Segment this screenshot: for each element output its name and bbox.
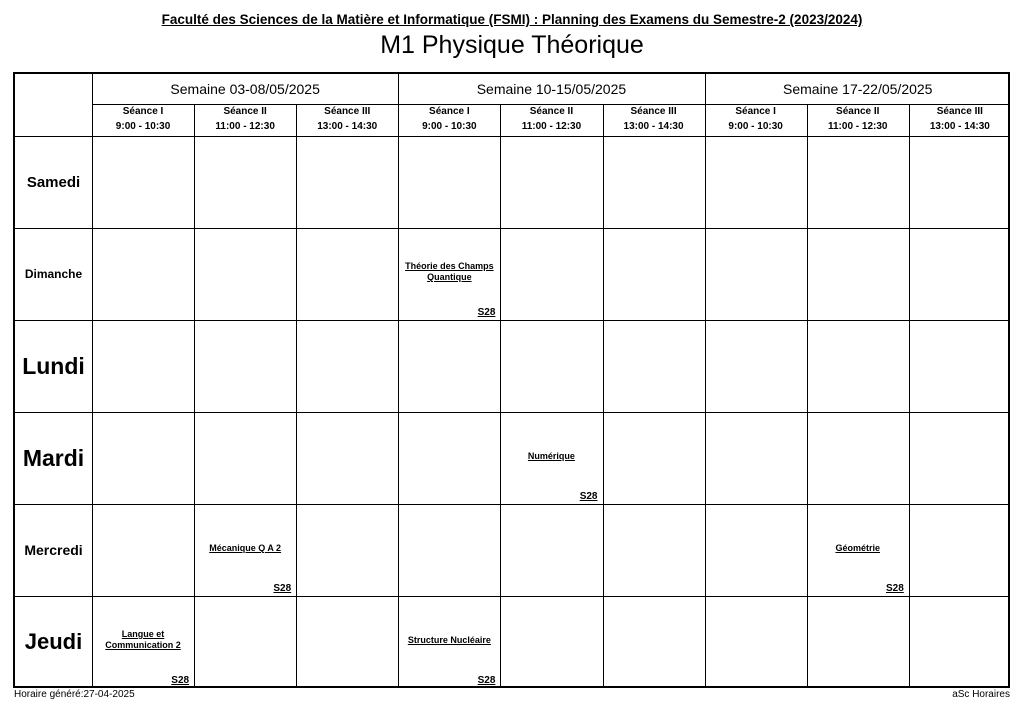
slot-time: 11:00 - 12:30 — [521, 121, 582, 132]
slot-name: Séance I — [429, 106, 470, 117]
slot-header — [500, 104, 602, 136]
day-label: Mardi — [22, 444, 85, 471]
slot-time: 13:00 - 14:30 — [317, 121, 378, 132]
exam-subject: Numérique — [527, 451, 575, 461]
slot-time: 13:00 - 14:30 — [929, 121, 990, 132]
exam-room: S28 — [885, 583, 904, 594]
exam-subject: Langue et Communication 2 — [105, 629, 181, 650]
exam-cell — [194, 504, 296, 596]
slot-name: Séance I — [735, 106, 776, 117]
slot-header — [296, 104, 398, 136]
generated-date: Horaire généré:27-04-2025 — [14, 689, 135, 700]
slot-time: 11:00 - 12:30 — [827, 121, 888, 132]
slot-name: Séance II — [223, 106, 267, 117]
slot-header — [92, 104, 194, 136]
grid-line — [705, 74, 706, 686]
slot-name: Séance II — [529, 106, 574, 117]
week-header: Semaine 03-08/05/2025 — [170, 81, 320, 97]
exam-room: S28 — [477, 307, 496, 318]
exam-cell — [807, 504, 909, 596]
exam-subject: Mécanique Q A 2 — [209, 543, 282, 553]
slot-time: 13:00 - 14:30 — [623, 121, 684, 132]
exam-room: S28 — [579, 491, 598, 502]
slot-time: 11:00 - 12:30 — [215, 121, 275, 132]
slot-name: Séance III — [630, 106, 677, 117]
slot-header — [705, 104, 807, 136]
day-label: Mercredi — [24, 542, 83, 558]
grid-line — [194, 104, 195, 686]
slot-time: 9:00 - 10:30 — [728, 121, 783, 132]
grid-line — [15, 504, 1008, 505]
grid-line — [500, 104, 501, 686]
exam-timetable-grid — [13, 72, 1010, 688]
grid-line — [15, 412, 1008, 413]
exam-cell — [398, 228, 500, 320]
slot-time: 9:00 - 10:30 — [422, 121, 477, 132]
grid-line — [92, 104, 1008, 105]
grid-line — [15, 320, 1008, 321]
slot-name: Séance III — [936, 106, 983, 117]
slot-name: Séance II — [836, 106, 880, 117]
grid-line — [296, 104, 297, 686]
grid-line — [909, 104, 910, 686]
slot-header — [909, 104, 1011, 136]
slot-time: 9:00 - 10:30 — [115, 121, 171, 132]
software-credit: aSc Horaires — [952, 689, 1010, 700]
slot-name: Séance I — [122, 106, 164, 117]
exam-cell — [92, 596, 194, 688]
grid-line — [603, 104, 604, 686]
grid-line — [92, 74, 93, 686]
day-label: Samedi — [26, 173, 81, 191]
slot-header — [194, 104, 296, 136]
slot-name: Séance III — [324, 106, 371, 117]
grid-line — [15, 596, 1008, 597]
grid-line — [398, 74, 399, 686]
exam-room: S28 — [477, 675, 496, 686]
exam-room: S28 — [273, 583, 292, 594]
grid-line — [15, 136, 1008, 137]
week-header: Semaine 10-15/05/2025 — [476, 81, 627, 97]
day-label: Lundi — [22, 352, 85, 379]
exam-cell — [398, 596, 500, 688]
week-header: Semaine 17-22/05/2025 — [783, 81, 933, 97]
exam-subject: Géométrie — [835, 543, 880, 553]
exam-room: S28 — [171, 675, 190, 686]
exam-subject: Théorie des Champs Quantique — [405, 261, 494, 282]
exam-subject: Structure Nucléaire — [407, 635, 491, 645]
day-label: Jeudi — [24, 629, 83, 654]
slot-header — [807, 104, 909, 136]
faculty-title: Faculté des Sciences de la Matière et Informatique (FSMI) : Planning des Examens du Semestre-2 (2023/2024) — [161, 12, 863, 27]
grid-line — [15, 228, 1008, 229]
class-title: M1 Physique Théorique — [380, 31, 644, 59]
exam-cell — [500, 412, 602, 504]
day-label: Dimanche — [24, 267, 83, 281]
slot-header — [398, 104, 500, 136]
grid-line — [807, 104, 808, 686]
slot-header — [603, 104, 705, 136]
